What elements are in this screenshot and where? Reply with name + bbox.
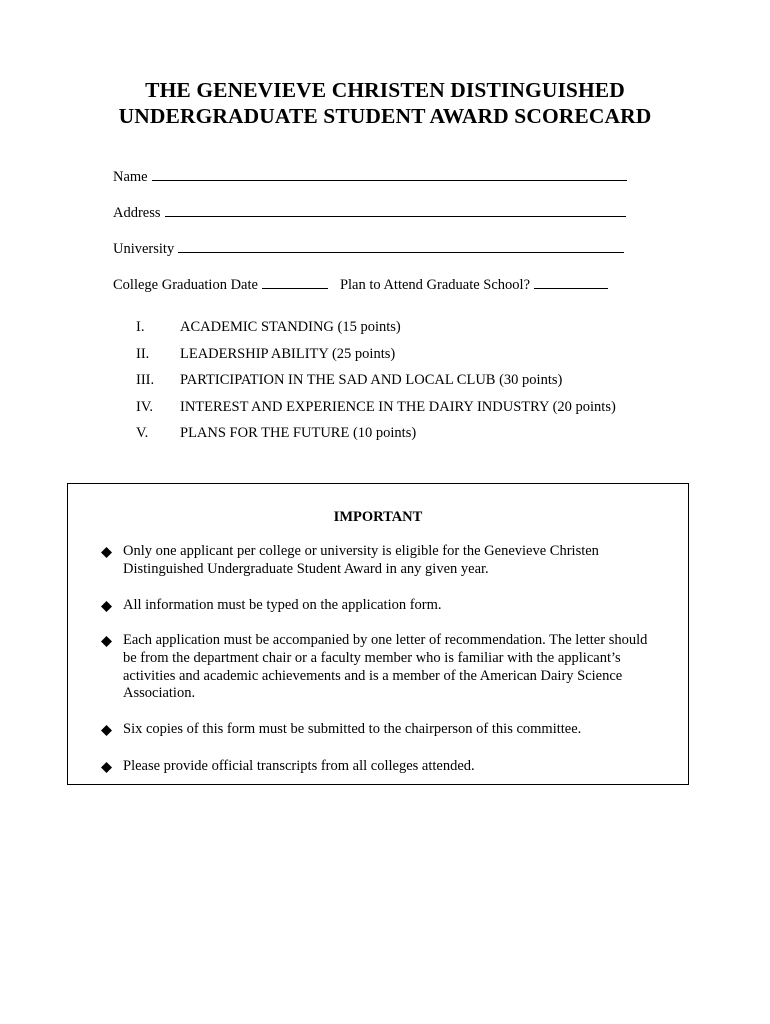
diamond-bullet-icon [101, 547, 112, 558]
notice-text [123, 632, 681, 703]
criteria-number: II. [136, 345, 150, 362]
criteria-list [136, 318, 696, 451]
notice-text [123, 543, 681, 579]
criteria-text: PARTICIPATION IN THE SAD AND LOCAL CLUB (30 points) [180, 372, 563, 389]
notice-item [101, 632, 681, 703]
university-label: University [113, 241, 175, 257]
name-field[interactable] [113, 166, 627, 186]
grad-school-blank-line[interactable] [534, 274, 608, 289]
notice-text [123, 721, 681, 739]
graduation-row [113, 274, 608, 294]
criteria-item [136, 371, 696, 398]
notice-line: be from the department chair or a faculty member who is familiar with the applicant’s [123, 649, 621, 666]
criteria-number: III. [136, 372, 155, 389]
notice-line: activities and academic achievements and is a member of the American Dairy Science [123, 667, 623, 684]
diamond-bullet-icon [101, 601, 112, 612]
address-blank-line[interactable] [165, 202, 626, 217]
important-heading: IMPORTANT [333, 509, 423, 525]
name-label: Name [113, 169, 148, 185]
criteria-item [136, 424, 696, 451]
important-notice-box [67, 483, 689, 785]
notice-line: Only one applicant per college or university is eligible for the Genevieve Christen [123, 543, 599, 559]
notice-line: All information must be typed on the application form. [123, 597, 442, 613]
criteria-number: V. [136, 425, 149, 442]
notice-item [101, 758, 681, 776]
criteria-text: LEADERSHIP ABILITY (25 points) [180, 345, 396, 362]
graduation-date-blank-line[interactable] [262, 274, 328, 289]
criteria-item [136, 345, 696, 372]
notice-line: Please provide official transcripts from all colleges attended. [123, 758, 475, 774]
diamond-bullet-icon [101, 762, 112, 773]
criteria-number: IV. [136, 398, 154, 415]
criteria-text: ACADEMIC STANDING (15 points) [180, 319, 401, 335]
name-blank-line[interactable] [152, 166, 627, 181]
notice-line: Each application must be accompanied by one letter of recommendation. The letter should [123, 632, 648, 648]
title-line-1: THE GENEVIEVE CHRISTEN DISTINGUISHED [145, 78, 625, 102]
notice-line: Association. [123, 685, 196, 702]
diamond-bullet-icon [101, 725, 112, 736]
notice-line: Six copies of this form must be submitted to the chairperson of this committee. [123, 721, 582, 737]
page-title [0, 77, 770, 129]
criteria-item [136, 318, 696, 345]
notice-text [123, 597, 681, 615]
notice-item [101, 543, 681, 579]
address-label: Address [113, 205, 161, 221]
diamond-bullet-icon [101, 636, 112, 647]
notice-text [123, 758, 681, 776]
graduation-date-label: College Graduation Date [113, 277, 258, 293]
address-field[interactable] [113, 202, 626, 222]
university-blank-line[interactable] [178, 238, 624, 253]
criteria-text: INTEREST AND EXPERIENCE IN THE DAIRY INDUSTRY (20 points) [180, 398, 616, 415]
notice-line: Distinguished Undergraduate Student Award in any given year. [123, 560, 489, 577]
criteria-item [136, 398, 696, 425]
university-field[interactable] [113, 238, 624, 258]
grad-school-label: Plan to Attend Graduate School? [339, 277, 531, 293]
notice-item [101, 721, 681, 739]
notice-item [101, 597, 681, 615]
criteria-number: I. [136, 319, 145, 335]
criteria-text: PLANS FOR THE FUTURE (10 points) [180, 425, 417, 442]
title-line-2: UNDERGRADUATE STUDENT AWARD SCORECARD [118, 104, 652, 128]
